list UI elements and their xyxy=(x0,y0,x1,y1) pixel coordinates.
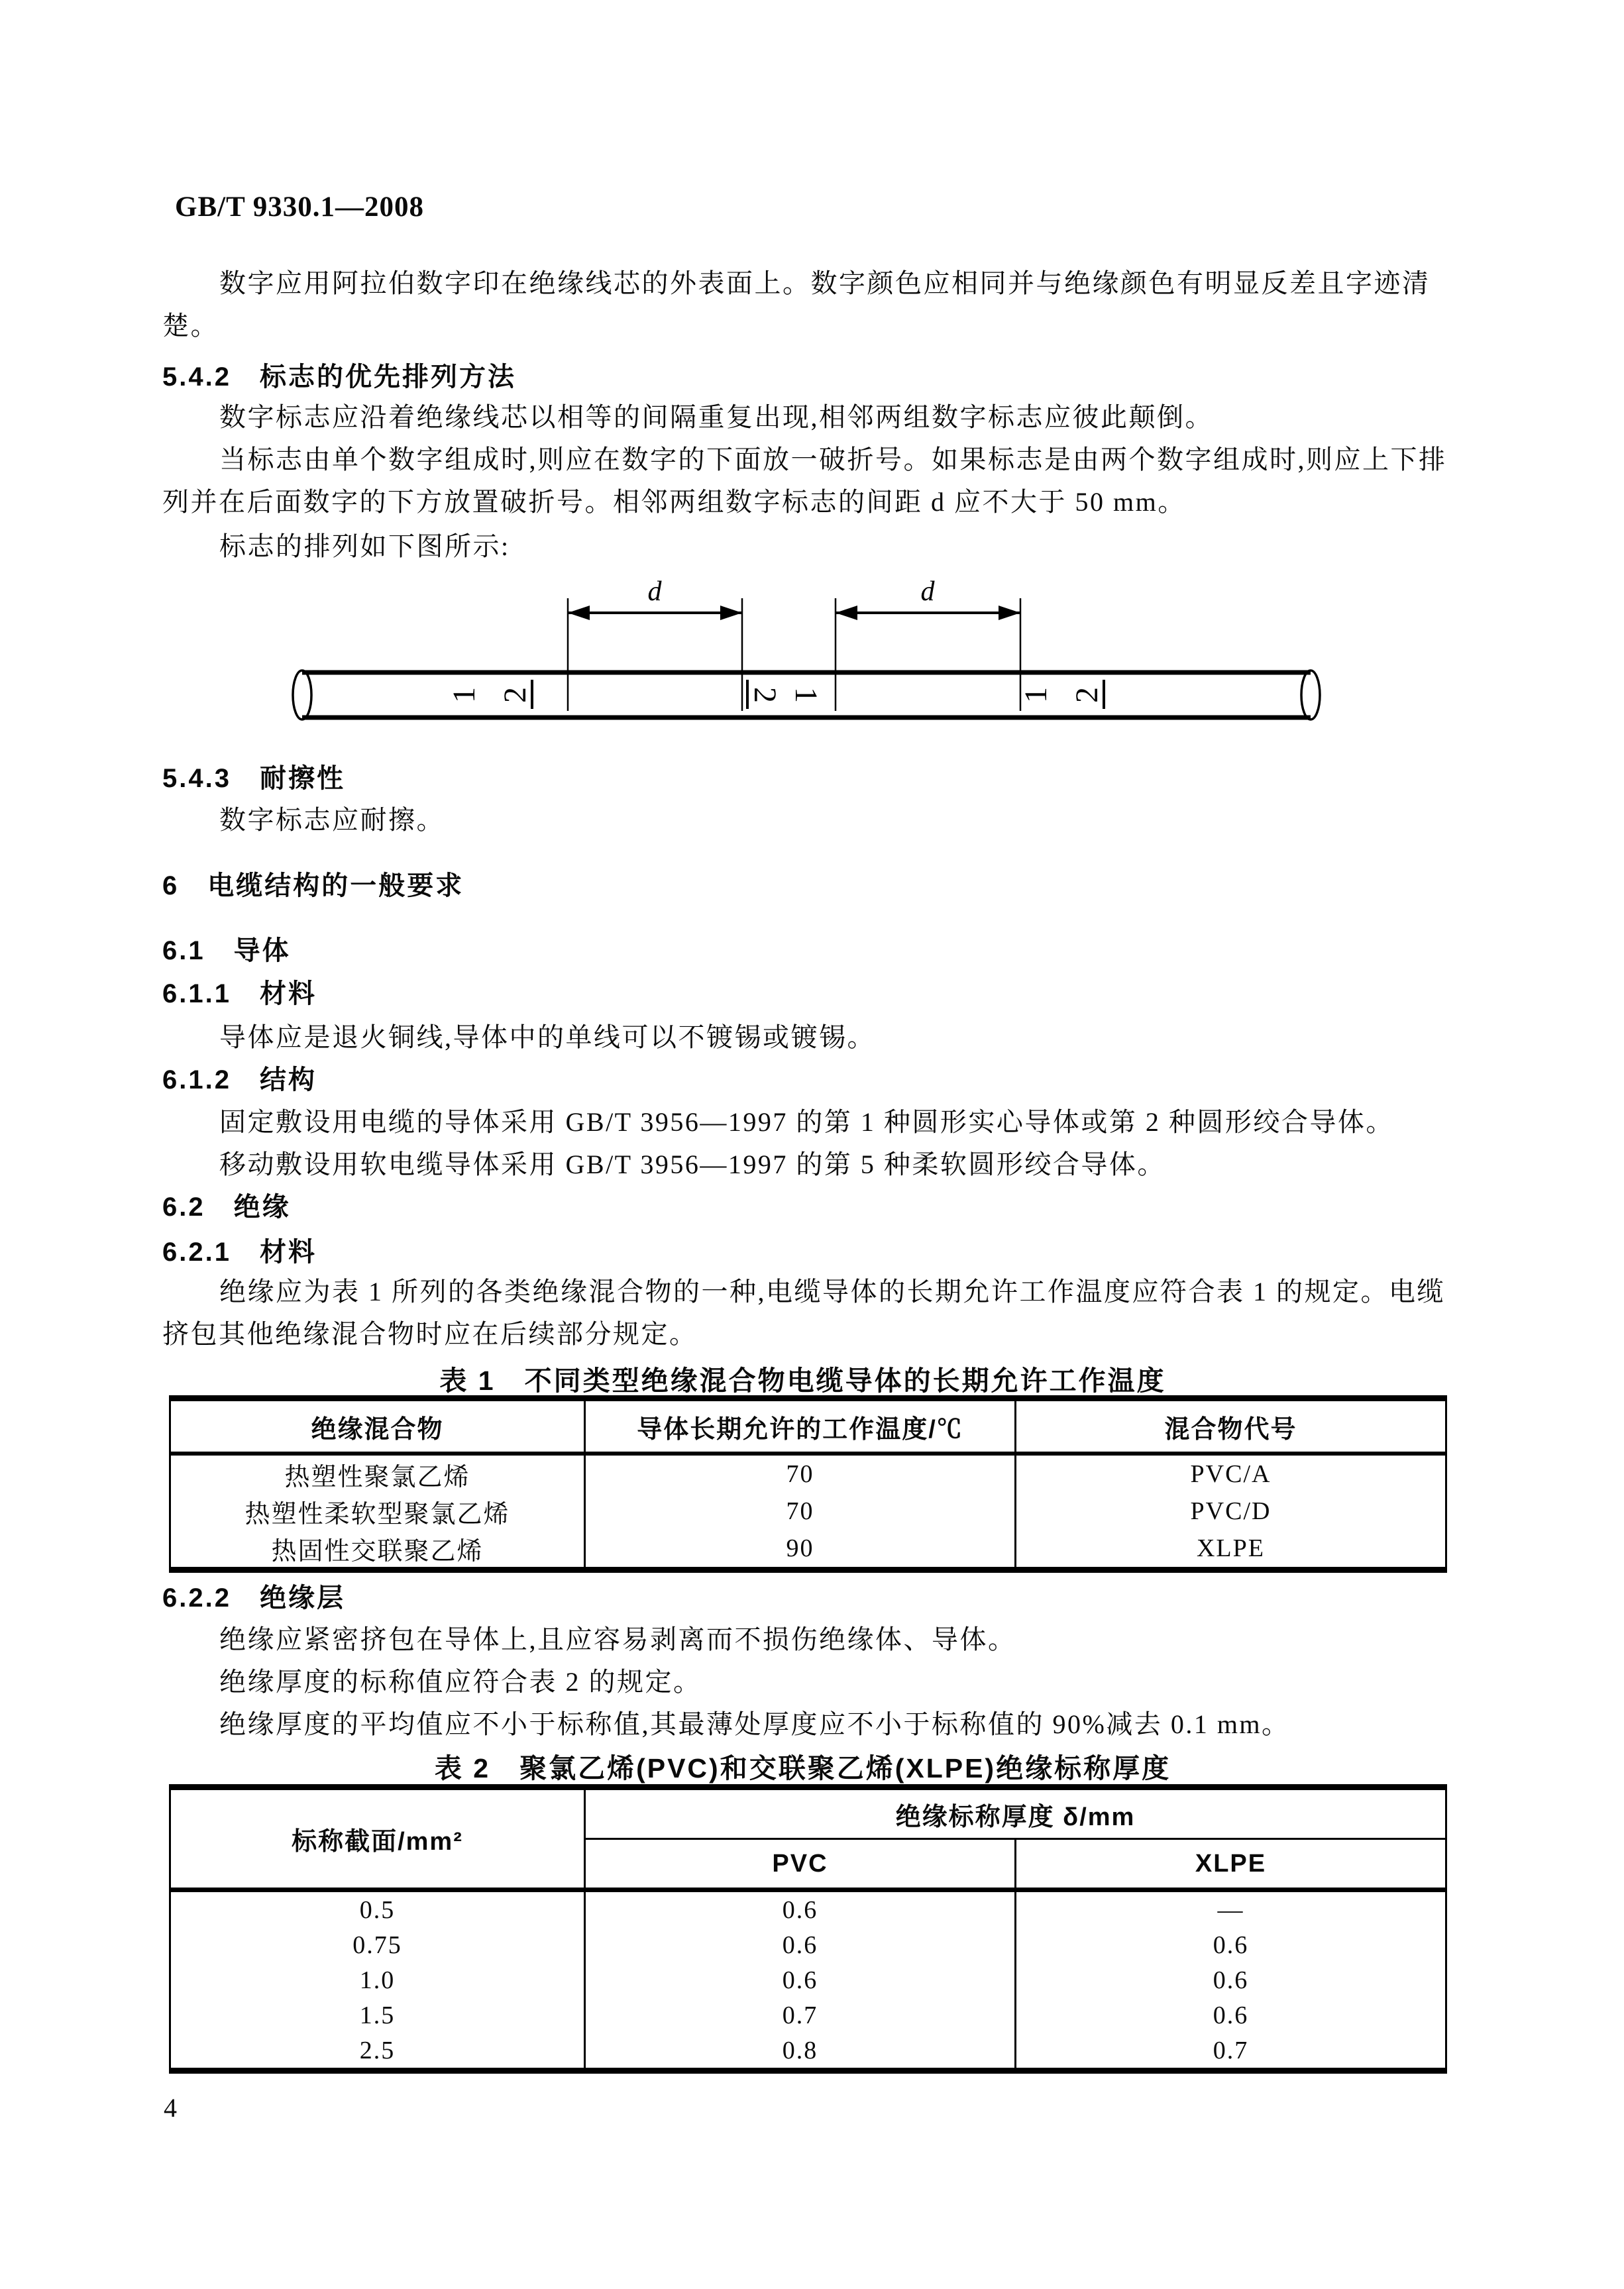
heading-5-4-3: 5.4.3 耐擦性 xyxy=(162,764,345,793)
cable-mark-digit: 1 xyxy=(1018,687,1054,703)
heading-6-2-2: 6.2.2 绝缘层 xyxy=(162,1583,345,1613)
table-row xyxy=(170,1493,1446,1530)
paragraph-5-4-2-a: 数字标志应沿着绝缘线芯以相等的间隔重复出现,相邻两组数字标志应彼此颠倒。 xyxy=(219,402,1213,432)
table-cell: 0.7 xyxy=(584,1997,1015,2033)
standard-number: GB/T 9330.1—2008 xyxy=(175,191,424,223)
heading-6-2-1: 6.2.1 材料 xyxy=(162,1238,317,1267)
heading-6-1: 6.1 导体 xyxy=(162,936,291,965)
table-cell: XLPE xyxy=(1015,1530,1446,1570)
table1-header-compound: 绝缘混合物 xyxy=(170,1399,585,1454)
table2-header-xlpe: XLPE xyxy=(1015,1839,1446,1890)
paragraph-6-1-2-a: 固定敷设用电缆的导体采用 GB/T 3956—1997 的第 1 种圆形实心导体或第 2 种圆形绞合导体。 xyxy=(219,1107,1394,1137)
page-number: 4 xyxy=(164,2093,177,2123)
table-cell: 2.5 xyxy=(170,2033,585,2071)
paragraph-marking-intro: 数字应用阿拉伯数字印在绝缘线芯的外表面上。数字颜色应相同并与绝缘颜色有明显反差且字迹清楚。 xyxy=(162,268,1431,341)
table-row xyxy=(170,1927,1446,1962)
table-cell: 0.6 xyxy=(584,1927,1015,1962)
paragraph-6-2-1: 绝缘应为表 1 所列的各类绝缘混合物的一种,电缆导体的长期允许工作温度应符合表 1 的规定。电缆挤包其他绝缘混合物时应在后续部分规定。 xyxy=(162,1277,1445,1349)
table-row xyxy=(170,1997,1446,2033)
table2-header-pvc: PVC xyxy=(584,1839,1015,1890)
cable-mark-digit: 2 xyxy=(1069,687,1105,703)
dimension-label-d: d xyxy=(920,576,935,607)
table-header-row xyxy=(170,1399,1446,1454)
paragraph-5-4-3: 数字标志应耐擦。 xyxy=(219,805,445,835)
table-cell: 0.6 xyxy=(1015,1927,1446,1962)
table-header-row xyxy=(170,1787,1446,1839)
paragraph-6-2-2-b: 绝缘厚度的标称值应符合表 2 的规定。 xyxy=(219,1667,702,1697)
table-row xyxy=(170,1890,1446,1928)
table-cell: — xyxy=(1015,1890,1446,1928)
paragraph-6-2-2-a: 绝缘应紧密挤包在导体上,且应容易剥离而不损伤绝缘体、导体。 xyxy=(219,1624,1016,1654)
heading-6-1-2: 6.1.2 结构 xyxy=(162,1065,317,1094)
cable-mark-digit: 2 xyxy=(498,687,533,703)
table-cell: 0.7 xyxy=(1015,2033,1446,2071)
paragraph-5-4-2-c: 标志的排列如下图所示: xyxy=(219,531,510,561)
cable-mark-digit: 2 xyxy=(747,687,783,703)
table2-header-cross-section: 标称截面/mm² xyxy=(170,1787,585,1890)
cable-marking-diagram xyxy=(292,568,1332,757)
table-cell: 90 xyxy=(584,1530,1015,1570)
paragraph-6-1-2-b: 移动敷设用软电缆导体采用 GB/T 3956—1997 的第 5 种柔软圆形绞合导体。 xyxy=(219,1149,1165,1179)
table-cell: 0.6 xyxy=(584,1962,1015,1997)
table-cell: 0.6 xyxy=(1015,1962,1446,1997)
table-cell: 热塑性聚氯乙烯 xyxy=(170,1454,585,1493)
table-row xyxy=(170,1962,1446,1997)
table1-header-temperature: 导体长期允许的工作温度/℃ xyxy=(584,1399,1015,1454)
table-cell: 70 xyxy=(584,1454,1015,1493)
dimension-label-d: d xyxy=(647,576,662,607)
table-1-caption: 表 1 不同类型绝缘混合物电缆导体的长期允许工作温度 xyxy=(439,1365,1166,1396)
paragraph-6-1-1: 导体应是退火铜线,导体中的单线可以不镀锡或镀锡。 xyxy=(219,1022,875,1052)
table-row xyxy=(170,1454,1446,1493)
table-row xyxy=(170,2033,1446,2071)
table1-header-code: 混合物代号 xyxy=(1015,1399,1446,1454)
table2-header-thickness-group: 绝缘标称厚度 δ/mm xyxy=(584,1787,1446,1839)
paragraph-5-4-2-b: 当标志由单个数字组成时,则应在数字的下面放一破折号。如果标志是由两个数字组成时,则应上下排列并在后面数字的下方放置破折号。相邻两组数字标志的间距 d 应不大于 50 mm。 xyxy=(162,445,1447,517)
table-cell: 0.6 xyxy=(1015,1997,1446,2033)
paragraph-6-2-2-c: 绝缘厚度的平均值应不小于标称值,其最薄处厚度应不小于标称值的 90%减去 0.1 mm。 xyxy=(219,1709,1290,1739)
table-cell: 0.5 xyxy=(170,1890,585,1928)
table-cell: 1.0 xyxy=(170,1962,585,1997)
table-cell: 0.75 xyxy=(170,1927,585,1962)
table-1-working-temperature xyxy=(169,1395,1447,1573)
table-cell: PVC/A xyxy=(1015,1454,1446,1493)
table-cell: PVC/D xyxy=(1015,1493,1446,1530)
heading-6: 6 电缆结构的一般要求 xyxy=(162,871,464,900)
heading-6-2: 6.2 绝缘 xyxy=(162,1193,291,1222)
table-cell: 70 xyxy=(584,1493,1015,1530)
table-2-caption: 表 2 聚氯乙烯(PVC)和交联聚乙烯(XLPE)绝缘标称厚度 xyxy=(434,1753,1171,1783)
table-cell: 热塑性柔软型聚氯乙烯 xyxy=(170,1493,585,1530)
cable-mark-digit: 1 xyxy=(447,687,482,703)
table-cell: 0.8 xyxy=(584,2033,1015,2071)
table-cell: 热固性交联聚乙烯 xyxy=(170,1530,585,1570)
table-cell: 0.6 xyxy=(584,1890,1015,1928)
table-cell: 1.5 xyxy=(170,1997,585,2033)
cable-mark-digit: 1 xyxy=(788,687,824,703)
table-row xyxy=(170,1530,1446,1570)
heading-6-1-1: 6.1.1 材料 xyxy=(162,979,317,1008)
heading-5-4-2: 5.4.2 标志的优先排列方法 xyxy=(162,362,516,392)
table-2-insulation-thickness xyxy=(169,1784,1447,2074)
